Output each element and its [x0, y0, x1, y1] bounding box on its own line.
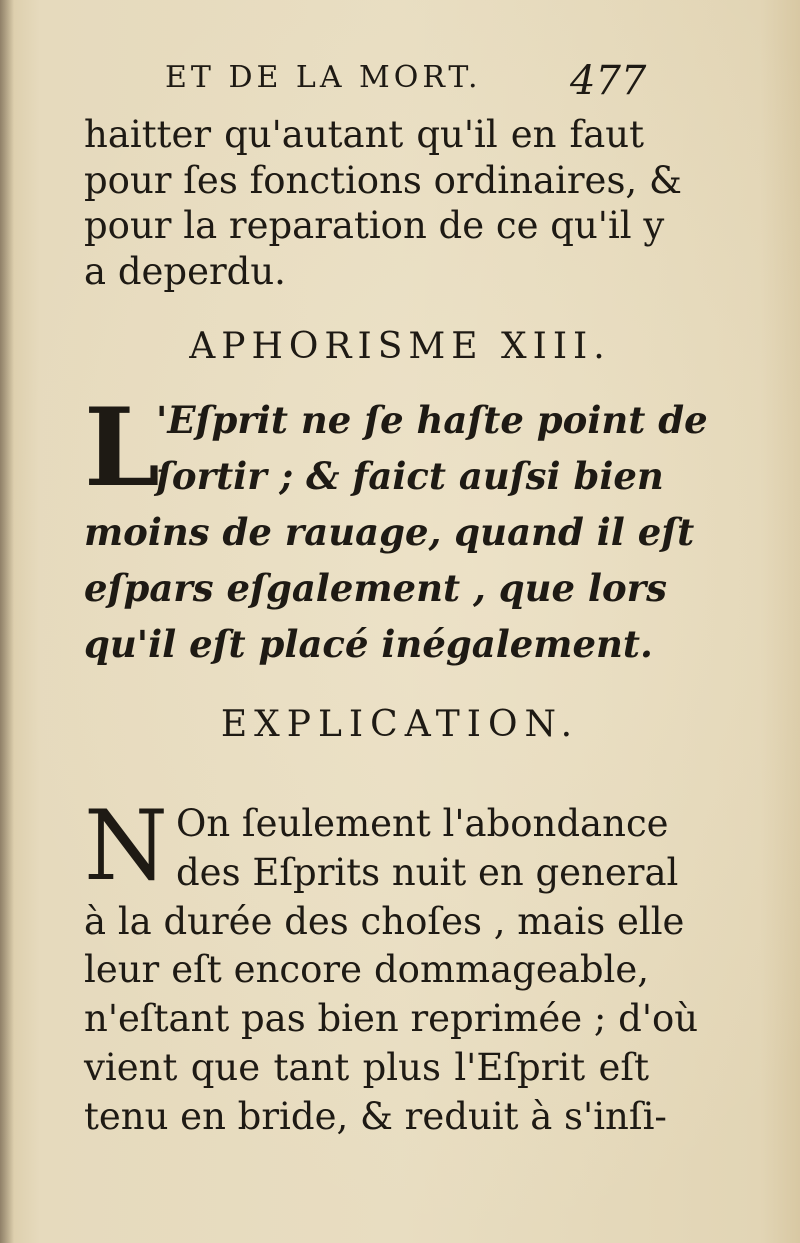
explication-line: à la durée des choſes , mais elle [84, 899, 685, 943]
aphorism-line: 'Eſprit ne ſe haſte point de [156, 398, 708, 442]
aphorism-line: qu'il eſt placé inégalement. [84, 622, 653, 666]
text-line: pour ſes fonctions ordinaires, & [84, 158, 682, 202]
running-head-title: ET DE LA MORT. [165, 60, 482, 95]
aphorism-line: ſortir ; & faict auſsi bien [156, 454, 664, 498]
aphorism-text [84, 385, 708, 682]
aphorism-heading: APHORISME XIII. [189, 326, 611, 367]
aphorism-drop-cap: L [84, 385, 160, 511]
explication-text [84, 790, 699, 1150]
running-head [165, 58, 645, 108]
aphorism-line: eſpars eſgalement , que lors [84, 566, 667, 610]
page-gutter-shadow [0, 0, 14, 1243]
explication-line: vient que tant plus l'Eſprit eſt [84, 1045, 649, 1089]
explication-line: tenu en bride, & reduit à s'inſi- [84, 1094, 667, 1138]
page-number: 477 [570, 58, 647, 104]
explication-line: des Eſprits nuit en general [176, 850, 679, 894]
explication-line: n'eſtant pas bien reprimée ; d'où [84, 997, 699, 1041]
explication-heading: EXPLICATION. [220, 704, 580, 745]
opening-paragraph [84, 112, 682, 294]
text-line: pour la reparation de ce qu'il y [84, 204, 665, 247]
explication-drop-cap: N [84, 790, 168, 902]
text-line: a deperdu. [84, 249, 286, 293]
explication-line: leur eſt encore dommageable, [84, 948, 649, 992]
text-line: haitter qu'autant qu'il en faut [84, 113, 644, 156]
explication-line: On ſeulement l'abondance [176, 802, 669, 845]
aphorism-line: moins de rauage, quand il eſt [84, 510, 695, 554]
